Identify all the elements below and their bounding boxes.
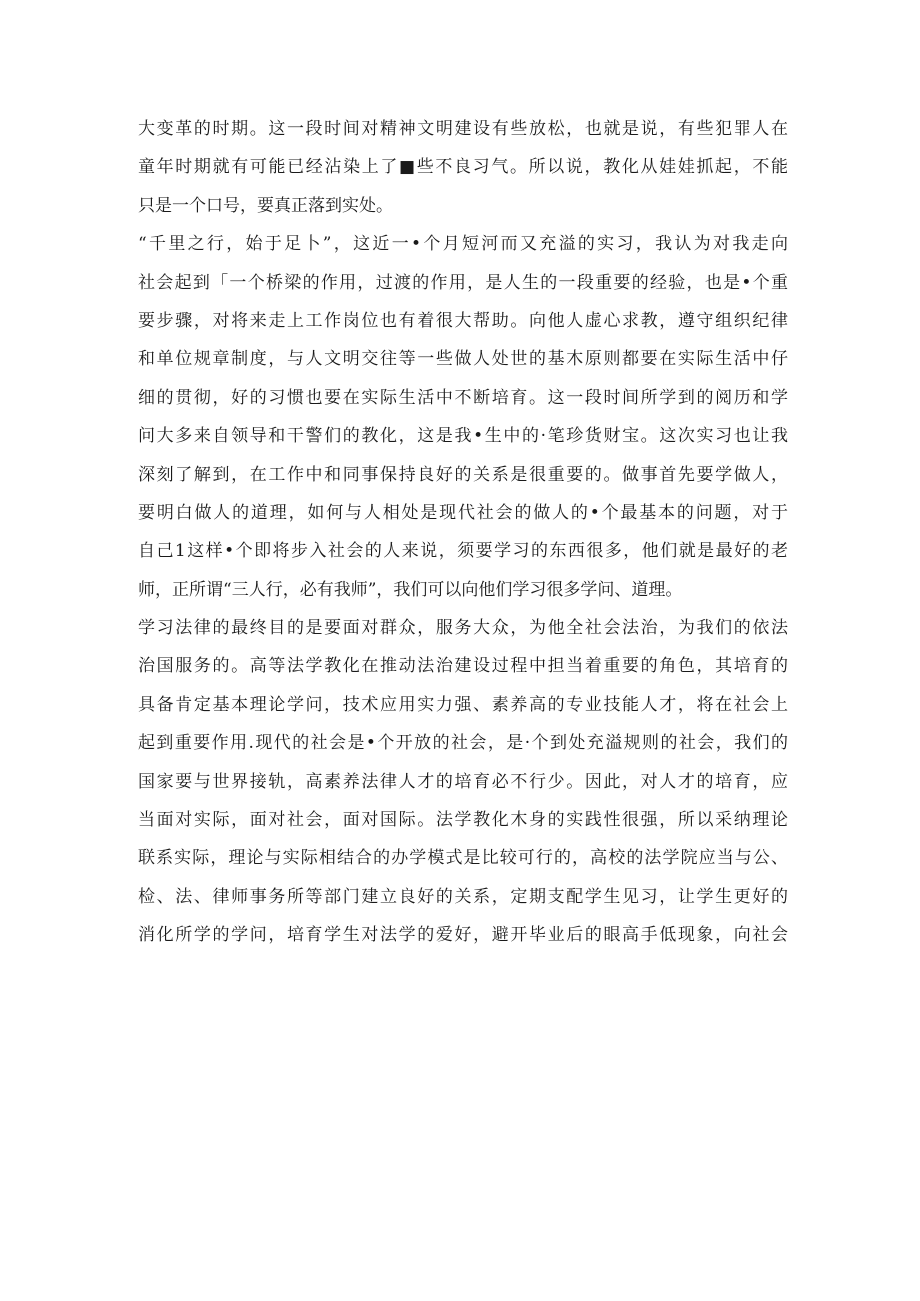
text-line: 深刻了解到，在工作中和同事保持良好的关系是很重要的。做事首先要学做人， bbox=[138, 464, 788, 485]
text-line: 和单位规章制度，与人文明交往等一些做人处世的基木原则都要在实际生活中仔 bbox=[138, 349, 788, 370]
text-line: “千里之行，始于足卜”，这近一•个月短河而又充溢的实习，我认为对我走向 bbox=[138, 234, 788, 255]
text-line: 学习法律的最终目的是要面对群众，服务大众，为他全社会法治，为我们的依法 bbox=[138, 618, 788, 639]
text-line: 消化所学的学问，培育学生对法学的爱好，避开毕业后的眼高手低现象，向社会 bbox=[138, 925, 788, 946]
text-line: 国家要与世界接轨，高素养法律人才的培育必不行少。因此，对人才的培育，应 bbox=[138, 771, 788, 792]
text-line: 社会起到「一个桥梁的作用，过渡的作用，是人生的一段重要的经验，也是•个重 bbox=[138, 272, 788, 293]
text-line: 问大多来自领导和干警们的教化，这是我•生中的·笔珍货财宝。这次实习也让我 bbox=[138, 426, 788, 447]
text-line: 检、法、律师事务所等部门建立良好的关系，定期支配学生见习，让学生更好的 bbox=[138, 886, 788, 907]
text-line: 自己1这样•个即将步入社会的人来说，须要学习的东西很多，他们就是最好的老 bbox=[138, 541, 788, 562]
text-line: 要明白做人的道理，如何与人相处是现代社会的做人的•个最基本的问题，对于 bbox=[138, 502, 788, 523]
text-line: 要步骤，对将来走上工作岗位也有着很大帮助。向他人虚心求教，遵守组织纪律 bbox=[138, 310, 788, 331]
text-line: 只是一个口号，要真正落到实处。 bbox=[138, 195, 393, 216]
text-line: 治国服务的。高等法学教化在推动法治建设过程中担当着重要的角色，其培育的 bbox=[138, 656, 788, 677]
text-line: 联系实际，理论与实际相结合的办学模式是比较可行的，高校的法学院应当与公、 bbox=[138, 848, 788, 869]
text-line: 当面对实际，面对社会，面对国际。法学教化木身的实践性很强，所以采纳理论 bbox=[138, 810, 788, 831]
document-body-text bbox=[138, 110, 788, 955]
text-line: 师，正所谓“三人行，必有我师”，我们可以向他们学习很多学问、道理。 bbox=[138, 579, 683, 600]
text-line: 起到重要作用.现代的社会是•个开放的社会，是·个到处充溢规则的社会，我们的 bbox=[138, 733, 788, 754]
text-line: 具备肯定基本理论学问，技术应用实力强、素养高的专业技能人才，将在社会上 bbox=[138, 694, 788, 715]
text-line: 大变革的时期。这一段时间对精神文明建设有些放松，也就是说，有些犯罪人在 bbox=[138, 119, 788, 139]
text-line: 细的贯彻，好的习惯也要在实际生活中不断培育。这一段时间所学到的阅历和学 bbox=[138, 387, 788, 408]
text-line: 童年时期就有可能已经沾染上了■些不良习气。所以说，教化从娃娃抓起，不能 bbox=[138, 157, 788, 178]
